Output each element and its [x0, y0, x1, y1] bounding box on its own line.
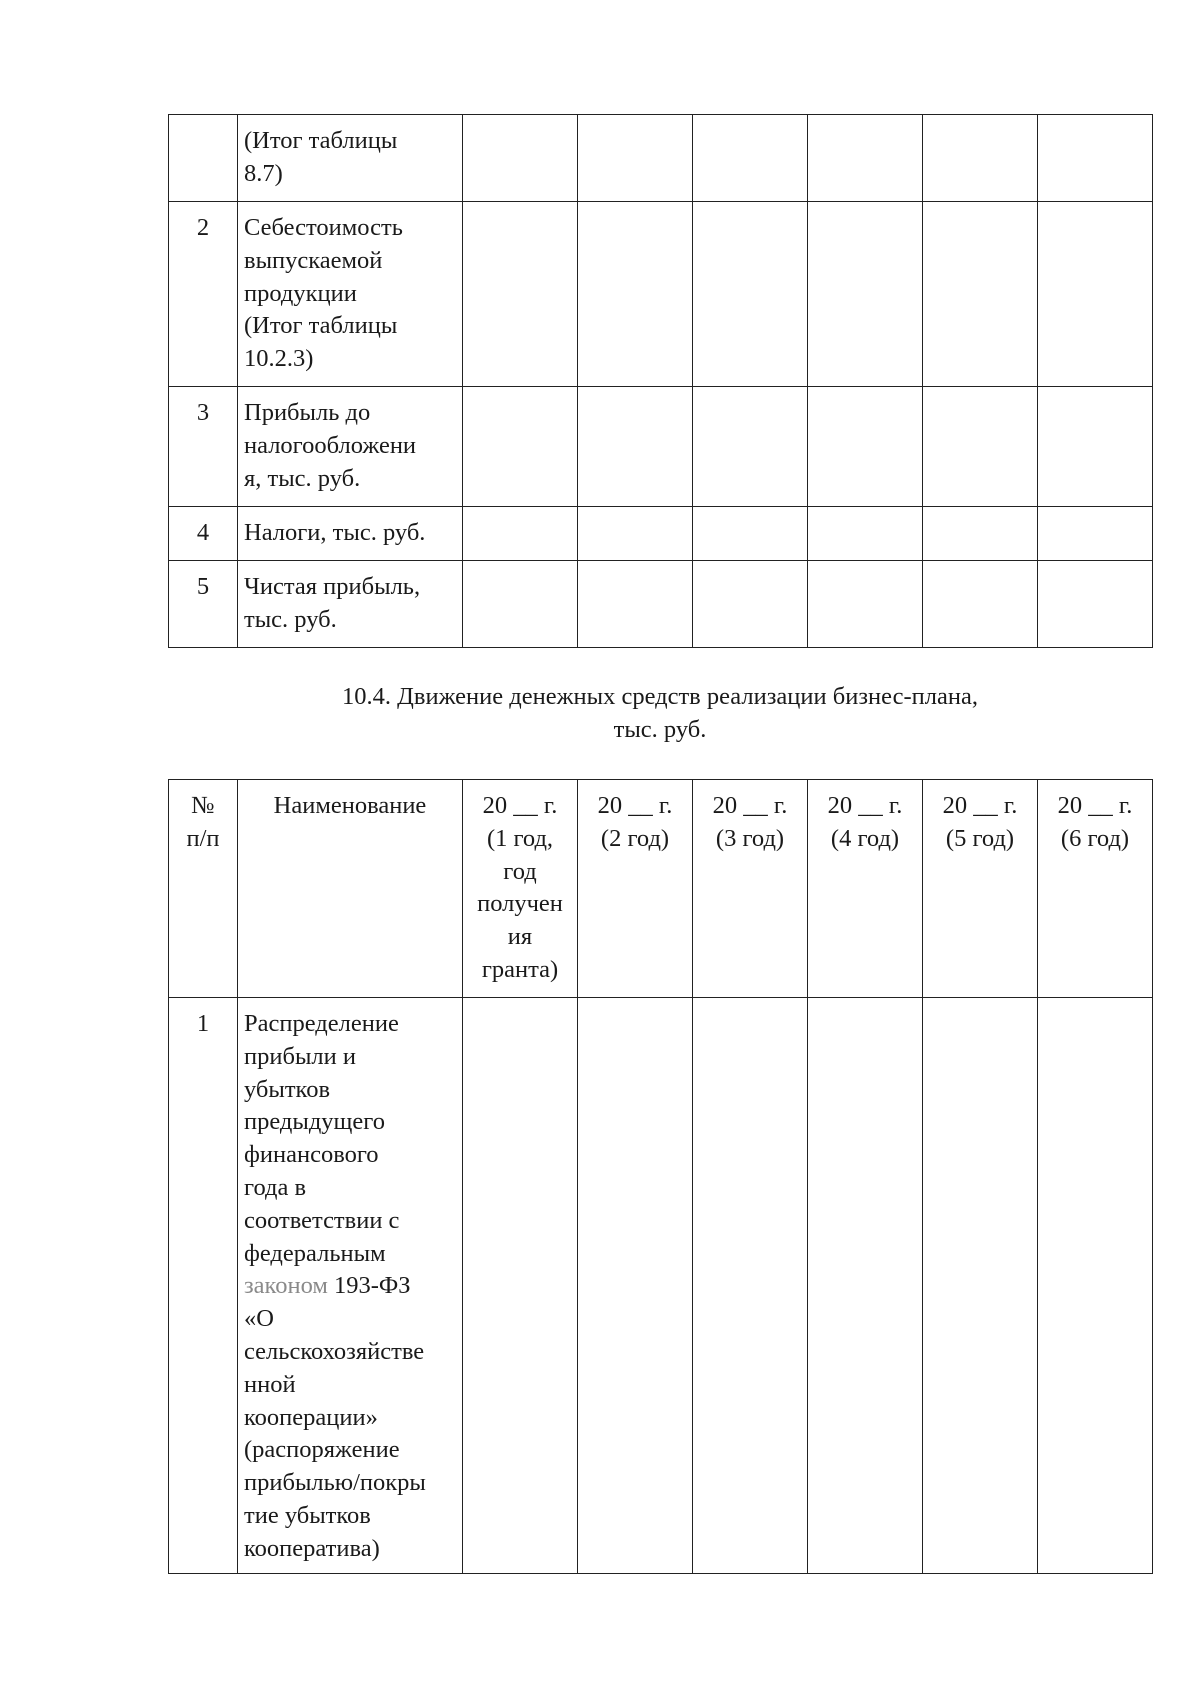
table-row	[169, 507, 1153, 561]
value-cell[interactable]	[463, 998, 578, 1574]
value-cell[interactable]	[923, 115, 1038, 202]
value-cell[interactable]	[923, 387, 1038, 507]
table-row	[169, 202, 1153, 387]
value-cell[interactable]	[578, 998, 693, 1574]
header-year-3: 20 __ г. (3 год)	[693, 780, 808, 998]
section-title-line-2: тыс. руб.	[613, 716, 707, 743]
section-heading	[168, 680, 1152, 746]
row-number: 2	[169, 202, 238, 387]
row-number: 3	[169, 387, 238, 507]
value-cell[interactable]	[923, 202, 1038, 387]
value-cell[interactable]	[923, 998, 1038, 1574]
table-row	[169, 998, 1153, 1574]
header-number: № п/п	[169, 780, 238, 998]
row-number	[169, 115, 238, 202]
value-cell[interactable]	[808, 115, 923, 202]
value-cell[interactable]	[808, 561, 923, 648]
table-row	[169, 561, 1153, 648]
header-row	[169, 780, 1153, 998]
row-name: Чистая прибыль, тыс. руб.	[238, 561, 463, 648]
table-row	[169, 115, 1153, 202]
law-reference-link[interactable]: законом	[244, 1272, 328, 1300]
value-cell[interactable]	[693, 202, 808, 387]
row-number: 1	[169, 998, 238, 1574]
value-cell[interactable]	[1038, 507, 1153, 561]
value-cell[interactable]	[578, 507, 693, 561]
value-cell[interactable]	[923, 507, 1038, 561]
header-year-5: 20 __ г. (5 год)	[923, 780, 1038, 998]
value-cell[interactable]	[693, 507, 808, 561]
row-name-part-2: 193-ФЗ «О сельскохозяйстве нной кооперации» (распоряжение прибылью/покры тие убытков кооператива)	[244, 1272, 426, 1562]
financial-results-table	[168, 114, 1153, 648]
row-number: 5	[169, 561, 238, 648]
value-cell[interactable]	[463, 115, 578, 202]
table-row	[169, 387, 1153, 507]
header-year-1: 20 __ г. (1 год, год получен ия гранта)	[463, 780, 578, 998]
value-cell[interactable]	[463, 507, 578, 561]
value-cell[interactable]	[578, 202, 693, 387]
header-name: Наименование	[238, 780, 463, 998]
value-cell[interactable]	[923, 561, 1038, 648]
value-cell[interactable]	[463, 561, 578, 648]
value-cell[interactable]	[463, 387, 578, 507]
value-cell[interactable]	[1038, 202, 1153, 387]
row-name: (Итог таблицы 8.7)	[238, 115, 463, 202]
value-cell[interactable]	[463, 202, 578, 387]
value-cell[interactable]	[693, 561, 808, 648]
value-cell[interactable]	[693, 115, 808, 202]
row-name	[238, 998, 463, 1574]
row-name: Себестоимость выпускаемой продукции (Итог таблицы 10.2.3)	[238, 202, 463, 387]
value-cell[interactable]	[693, 998, 808, 1574]
value-cell[interactable]	[1038, 561, 1153, 648]
value-cell[interactable]	[1038, 998, 1153, 1574]
section-title-line-1: 10.4. Движение денежных средств реализации бизнес-плана,	[342, 683, 978, 710]
header-year-2: 20 __ г. (2 год)	[578, 780, 693, 998]
value-cell[interactable]	[808, 387, 923, 507]
row-name: Прибыль до налогообложени я, тыс. руб.	[238, 387, 463, 507]
value-cell[interactable]	[808, 998, 923, 1574]
value-cell[interactable]	[1038, 387, 1153, 507]
value-cell[interactable]	[693, 387, 808, 507]
value-cell[interactable]	[1038, 115, 1153, 202]
value-cell[interactable]	[578, 561, 693, 648]
header-year-6: 20 __ г. (6 год)	[1038, 780, 1153, 998]
value-cell[interactable]	[578, 115, 693, 202]
value-cell[interactable]	[578, 387, 693, 507]
cash-flow-table	[168, 779, 1153, 1574]
value-cell[interactable]	[808, 202, 923, 387]
value-cell[interactable]	[808, 507, 923, 561]
row-number: 4	[169, 507, 238, 561]
header-year-4: 20 __ г. (4 год)	[808, 780, 923, 998]
row-name: Налоги, тыс. руб.	[238, 507, 463, 561]
row-name-part-1: Распределение прибыли и убытков предыдущего финансового года в соответствии с федеральным	[244, 1010, 400, 1267]
